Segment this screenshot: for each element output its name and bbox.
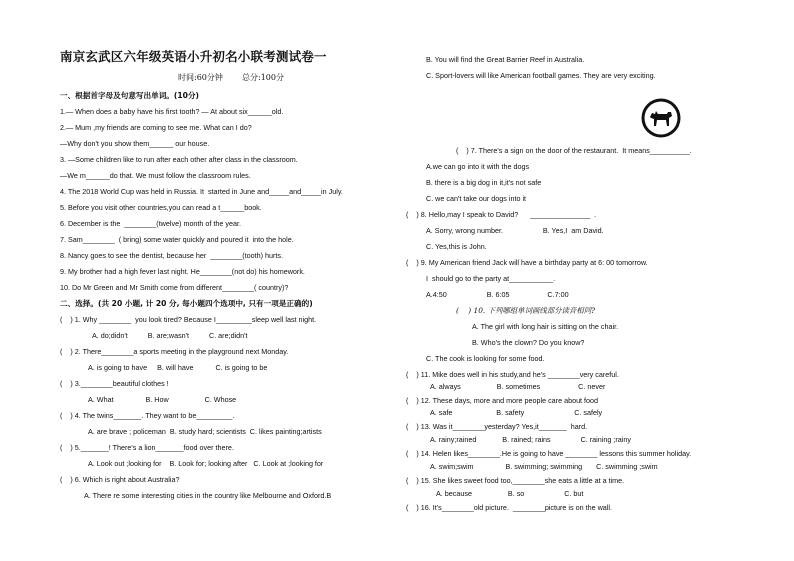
q2-10-option-b: B. Who's the clown? Do you know? [472, 338, 585, 347]
q2-11-options: A. always B. sometimes C. never [430, 382, 606, 391]
q1-10: 10. Do Mr Green and Mr Smith come from different________( country)? [60, 283, 289, 292]
q2-2-options: A. is going to have B. will have C. is going to be [88, 363, 268, 372]
q2-4-options: A. are brave ; policeman B. study hard; scientists C. likes painting;artists [88, 427, 322, 436]
q2-15: ( ) 15. She likes sweet food too,________she eats a little at a time. [406, 476, 625, 485]
q2-7-option-a: A.we can go into it with the dogs [426, 162, 530, 171]
q1-9: 9. My brother had a high fever last night. He________(not do) his homework. [60, 267, 305, 276]
q1-5: 5. Before you visit other countries,you can read a t______book. [60, 203, 262, 212]
q2-5: ( ) 5._______! There's a lion_______food over there. [60, 443, 234, 452]
q2-8-options: A. Sorry, wrong number. B. Yes,I am David. [426, 226, 604, 235]
q2-10-option-a: A. The girl with long hair is sitting on the chair. [472, 322, 619, 331]
q2-11: ( ) 11. Mike does well in his study,and he's ________very careful. [406, 370, 619, 379]
section-2-heading: 二、选择。(共 20 小题, 计 20 分, 每小题四个选项中, 只有一项是正确的) [60, 299, 313, 308]
no-dogs-sign-icon [640, 97, 682, 139]
exam-time: 时间:60分钟 [178, 73, 223, 82]
q2-6-option-b: B. You will find the Great Barrier Reef in Australia. [426, 55, 585, 64]
q2-7-option-c: C. we can't take our dogs into it [426, 194, 527, 203]
page-title: 南京玄武区六年级英语小升初名小联考测试卷一 [60, 49, 327, 64]
q2-14-options: A. swim;swim B. swimming; swimming C. swimming ;swim [430, 462, 658, 471]
q2-7: ( ) 7. There's a sign on the door of the restaurant. It means__________. [456, 146, 692, 155]
q2-15-options: A. because B. so C. but [436, 489, 584, 498]
q1-3: 3. —Some children like to run after each other after class in the classroom. [60, 155, 298, 164]
q2-3-options: A. What B. How C. Whose [88, 395, 237, 404]
q2-8: ( ) 8. Hello,may I speak to David? _______________ . [406, 210, 597, 219]
q2-3: ( ) 3.________beautiful clothes ! [60, 379, 169, 388]
q2-14: ( ) 14. Helen likes________.He is going to have ________ lessons this summer holiday. [406, 449, 692, 458]
q2-9: ( ) 9. My American friend Jack will have a birthday party at 6: 00 tomorrow. [406, 258, 648, 267]
q2-4: ( ) 4. The twins_______. They want to be_________. [60, 411, 235, 420]
q2-6-option-a: A. There re some interesting cities in the country like Melbourne and Oxford.B [84, 491, 332, 500]
q2-1-options: A. do;didn't B. are;wasn't C. are;didn't [92, 331, 248, 340]
section-1-heading: 一、根据首字母及句意写出单词。(10分) [60, 91, 200, 100]
q2-6: ( ) 6. Which is right about Australia? [60, 475, 180, 484]
q2-7-option-b: B. there is a big dog in it,it's not safe [426, 178, 542, 187]
q2-5-options: A. Look out ;looking for B. Look for; looking after C. Look at ;looking for [88, 459, 324, 468]
q2-1: ( ) 1. Why ________ you look tired? Because I_________sleep well last night. [60, 315, 317, 324]
q1-4: 4. The 2018 World Cup was held in Russia. It started in June and_____and_____in July. [60, 187, 343, 196]
q1-7: 7. Sam________ ( bring) some water quickly and poured it into the hole. [60, 235, 294, 244]
q2-10-option-c: C. The cook is looking for some food. [426, 354, 545, 363]
q2-13-options: A. rainy;rained B. rained; rains C. raining ;rainy [430, 435, 631, 444]
q1-8: 8. Nancy goes to see the dentist, because her ________(tooth) hurts. [60, 251, 283, 260]
q1-1: 1.— When does a baby have his first tooth? — At about six______old. [60, 107, 284, 116]
q2-12-options: A. safe B. safety C. safely [430, 408, 603, 417]
q2-9-options: A.4:50 B. 6:05 C.7:00 [426, 290, 569, 299]
q2-6-option-c: C. Sport-lovers will like American football games. They are very exciting. [426, 71, 656, 80]
q1-3-reply: —We m______do that. We must follow the classroom rules. [60, 171, 251, 180]
q1-2: 2.— Mum ,my friends are coming to see me. What can I do? [60, 123, 252, 132]
q2-8-option-c: C. Yes,this is John. [426, 242, 487, 251]
q1-2-reply: —Why don't you show them______ our house. [60, 139, 210, 148]
q2-12: ( ) 12. These days, more and more people care about food [406, 396, 599, 405]
q1-6: 6. December is the ________(twelve) month of the year. [60, 219, 241, 228]
q2-16: ( ) 16. It's________old picture. ________picture is on the wall. [406, 503, 612, 512]
q2-9-continued: I should go to the party at___________. [426, 274, 556, 283]
exam-score: 总分:100分 [242, 73, 284, 82]
q2-13: ( ) 13. Was it________yesterday? Yes,it_______ hard. [406, 422, 588, 431]
q2-2: ( ) 2. There________a sports meeting in the playground next Monday. [60, 347, 289, 356]
q2-10: ( ) 10. 下列哪组单词画线部分读音相同? [456, 306, 596, 315]
